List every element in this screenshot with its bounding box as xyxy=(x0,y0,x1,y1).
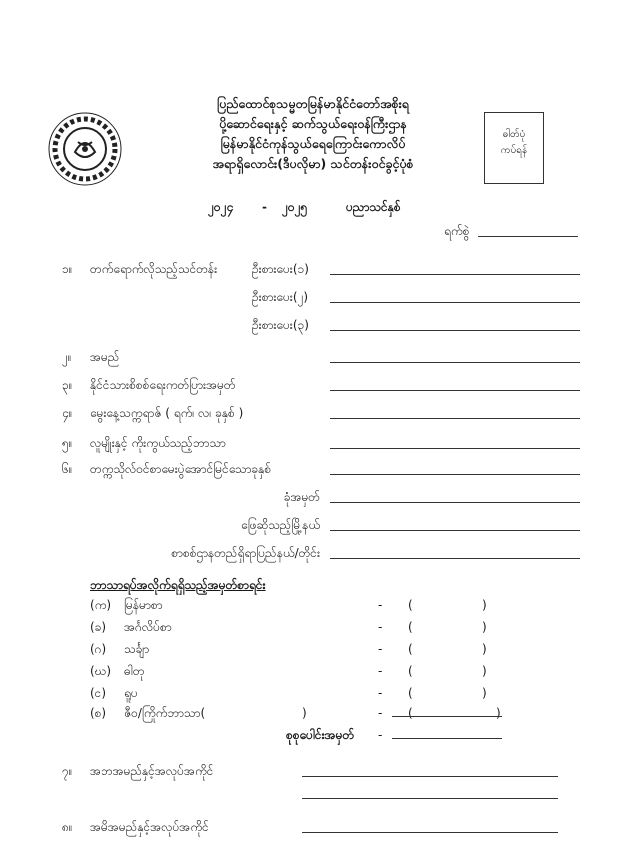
field-5-number: ၅။ xyxy=(62,436,73,450)
priority-2-label: ဦးစားပေး(၂) xyxy=(252,290,309,304)
subject-open-paren: ( xyxy=(408,642,413,656)
subject-close-paren: ) xyxy=(482,664,487,678)
race-religion-field[interactable] xyxy=(330,448,580,449)
academic-year-start: ၂၀၂၄ xyxy=(208,200,234,214)
field-6-number: ၆။ xyxy=(62,462,73,476)
subject-open-paren: ( xyxy=(408,706,413,720)
subject-name: အင်္ဂလိပ်စာ xyxy=(124,620,172,634)
subject-key: (ခ) xyxy=(90,620,107,634)
exam-township-label: ဖြေဆိုသည့်မြို့နယ် xyxy=(240,518,320,532)
field-7-number: ၇။ xyxy=(62,764,73,778)
subject-dash: - xyxy=(378,598,383,612)
field-2-label: အမည် xyxy=(90,350,120,364)
subject-dash: - xyxy=(378,706,383,720)
date-label: ရက်စွဲ xyxy=(444,224,470,238)
header-form-title: အရာရှိလောင်း(ဒီပလိုမာ) သင်တန်းဝင်ခွင့်ပုံစံ xyxy=(212,156,414,171)
field-4-number: ၄။ xyxy=(62,406,73,420)
academic-year-label: ပညာသင်နှစ် xyxy=(346,200,401,214)
field-1-number: ၁။ xyxy=(62,262,73,276)
subject-name: ဇီဝ/ကြိုက်ဘာသာ( xyxy=(124,706,206,720)
subject-open-paren: ( xyxy=(408,686,413,700)
field-5-label: လူမျိုးနှင့် ကိုးကွယ်သည့်ဘာသာ xyxy=(90,436,226,450)
field-8-number: ၈။ xyxy=(62,820,73,834)
field-3-label: နိုင်ငံသားစိစစ်ရေးကတ်ပြားအမှတ် xyxy=(90,378,236,392)
subject-close-paren: ) xyxy=(482,598,487,612)
header-ministry: ပို့ဆောင်ရေးနှင့် ဆက်သွယ်ရေးဝန်ကြီးဌာန xyxy=(219,116,407,131)
mother-label: အမိအမည်နှင့်အလုပ်အကိုင် xyxy=(90,820,209,834)
nrc-field[interactable] xyxy=(330,390,580,391)
subject-key: (င) xyxy=(90,686,107,700)
total-score-label: စုစုပေါင်းအမှတ် xyxy=(286,728,355,742)
father-field-line-2[interactable] xyxy=(302,798,558,799)
field-1-label: တက်ရောက်လိုသည့်သင်တန်း xyxy=(90,262,218,276)
academic-year-dash: - xyxy=(262,200,267,214)
subject-close-paren: ) xyxy=(482,686,487,700)
field-3-number: ၃။ xyxy=(62,378,73,392)
field-2-number: ၂။ xyxy=(62,350,72,364)
exam-board-label: စာစစ်ဌာနတည်ရှိရာပြည်နယ်/တိုင်း xyxy=(171,546,320,560)
roll-no-field[interactable] xyxy=(330,502,580,503)
priority-3-field[interactable] xyxy=(330,330,580,331)
subject-dash: - xyxy=(378,642,383,656)
exam-township-field[interactable] xyxy=(330,530,580,531)
priority-3-label: ဦးစားပေး(၃) xyxy=(252,318,309,332)
academic-year-end: ၂၀၂၅ xyxy=(282,200,308,214)
subject-open-paren: ( xyxy=(408,598,413,612)
exam-board-field[interactable] xyxy=(330,558,580,559)
subject-name: မြန်မာစာ xyxy=(124,598,163,612)
field-4-label: မွေးနေ့သက္ကရာဇ် ( ရက်၊ လ၊ ခုနှစ် ) xyxy=(90,406,244,420)
date-field[interactable] xyxy=(478,236,578,237)
subject-open-paren: ( xyxy=(408,620,413,634)
header-college: မြန်မာနိုင်ငံကုန်သွယ်ရေကြောင်းကောလိပ် xyxy=(220,136,406,151)
subject-key: (ဂ) xyxy=(90,642,107,656)
matric-year-field[interactable] xyxy=(330,474,580,475)
college-emblem-logo xyxy=(48,112,122,186)
priority-1-field[interactable] xyxy=(330,274,580,275)
subject-key: (ဃ) xyxy=(90,664,112,678)
subject-key: (က) xyxy=(90,598,112,612)
name-field[interactable] xyxy=(330,362,580,363)
field-6-label: တက္ကသိုလ်ဝင်စာမေးပွဲအောင်မြင်သောခုနှစ် xyxy=(90,462,272,476)
subject-name: ရူပ xyxy=(124,686,138,700)
total-score-field[interactable] xyxy=(392,738,502,739)
total-score-dash: - xyxy=(378,728,383,742)
header-government: ပြည်ထောင်စုသမ္မတမြန်မာနိုင်ငံတော်အစိုးရ xyxy=(217,96,409,111)
subject-key: (စ) xyxy=(90,706,107,720)
photo-box-label-1: ဓါတ်ပုံ xyxy=(502,129,526,140)
father-field-line-1[interactable] xyxy=(302,776,558,777)
subjects-heading: ဘာသာရပ်အလိုက်ရရှိသည့်အမှတ်စာရင်း xyxy=(90,578,266,592)
subject-close-paren: ) xyxy=(482,642,487,656)
subject-close-paren: ) xyxy=(496,706,501,720)
dob-field[interactable] xyxy=(330,418,580,419)
subject-name: ဓါတု xyxy=(124,664,145,678)
subject-dash: - xyxy=(378,664,383,678)
elective-score-underline xyxy=(392,716,502,717)
mother-field-line-1[interactable] xyxy=(302,832,558,833)
photo-box-label-2: ကပ်ရန် xyxy=(500,145,528,156)
photo-attach-box[interactable] xyxy=(484,112,544,184)
subject-open-paren: ( xyxy=(408,664,413,678)
roll-no-label: ခုံအမှတ် xyxy=(283,490,320,504)
subject-close-paren: ) xyxy=(482,620,487,634)
priority-1-label: ဦးစားပေး(၁) xyxy=(252,262,309,276)
subject-dash: - xyxy=(378,686,383,700)
priority-2-field[interactable] xyxy=(330,302,580,303)
elective-close-paren: ) xyxy=(302,706,307,720)
father-label: အဘအမည်နှင့်အလုပ်အကိုင် xyxy=(90,764,214,778)
subject-name: သင်္ချာ xyxy=(124,642,150,656)
subject-dash: - xyxy=(378,620,383,634)
